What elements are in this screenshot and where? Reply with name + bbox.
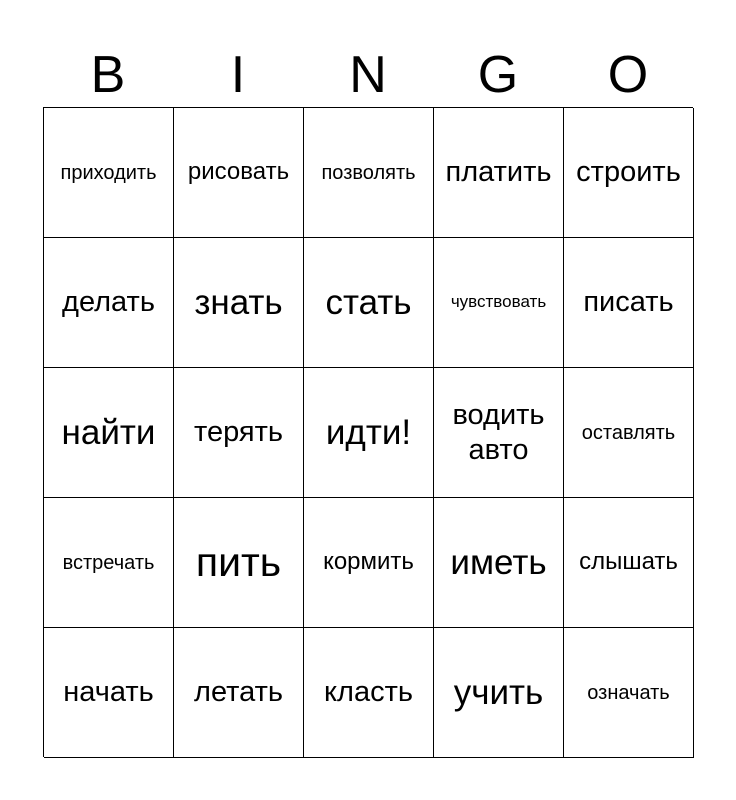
bingo-cell[interactable]: платить	[434, 108, 564, 238]
bingo-cell[interactable]: строить	[564, 108, 694, 238]
bingo-cell[interactable]: рисовать	[174, 108, 304, 238]
bingo-cell[interactable]: кормить	[304, 498, 434, 628]
bingo-cell[interactable]: чувствовать	[434, 238, 564, 368]
header-letter-g: G	[477, 46, 519, 104]
bingo-cell[interactable]: стать	[304, 238, 434, 368]
bingo-cell[interactable]: оставлять	[564, 368, 694, 498]
bingo-cell[interactable]: водить авто	[434, 368, 564, 498]
bingo-cell[interactable]: писать	[564, 238, 694, 368]
bingo-cell[interactable]: слышать	[564, 498, 694, 628]
bingo-header	[43, 44, 693, 106]
bingo-cell[interactable]: знать	[174, 238, 304, 368]
bingo-cell[interactable]: терять	[174, 368, 304, 498]
bingo-cell[interactable]: иметь	[434, 498, 564, 628]
bingo-cell[interactable]: учить	[434, 628, 564, 758]
bingo-cell[interactable]: найти	[44, 368, 174, 498]
header-letter-o: O	[607, 46, 649, 104]
bingo-cell[interactable]: летать	[174, 628, 304, 758]
bingo-cell[interactable]: пить	[174, 498, 304, 628]
header-letter-n: N	[349, 46, 387, 104]
bingo-cell[interactable]: позволять	[304, 108, 434, 238]
bingo-cell[interactable]: начать	[44, 628, 174, 758]
bingo-cell[interactable]: означать	[564, 628, 694, 758]
bingo-cell[interactable]: класть	[304, 628, 434, 758]
bingo-cell[interactable]: приходить	[44, 108, 174, 238]
bingo-cell[interactable]: делать	[44, 238, 174, 368]
header-letter-i: I	[230, 46, 246, 104]
bingo-cell[interactable]: встречать	[44, 498, 174, 628]
bingo-cell[interactable]: идти!	[304, 368, 434, 498]
header-letter-b: B	[90, 46, 126, 104]
bingo-board	[43, 107, 693, 757]
